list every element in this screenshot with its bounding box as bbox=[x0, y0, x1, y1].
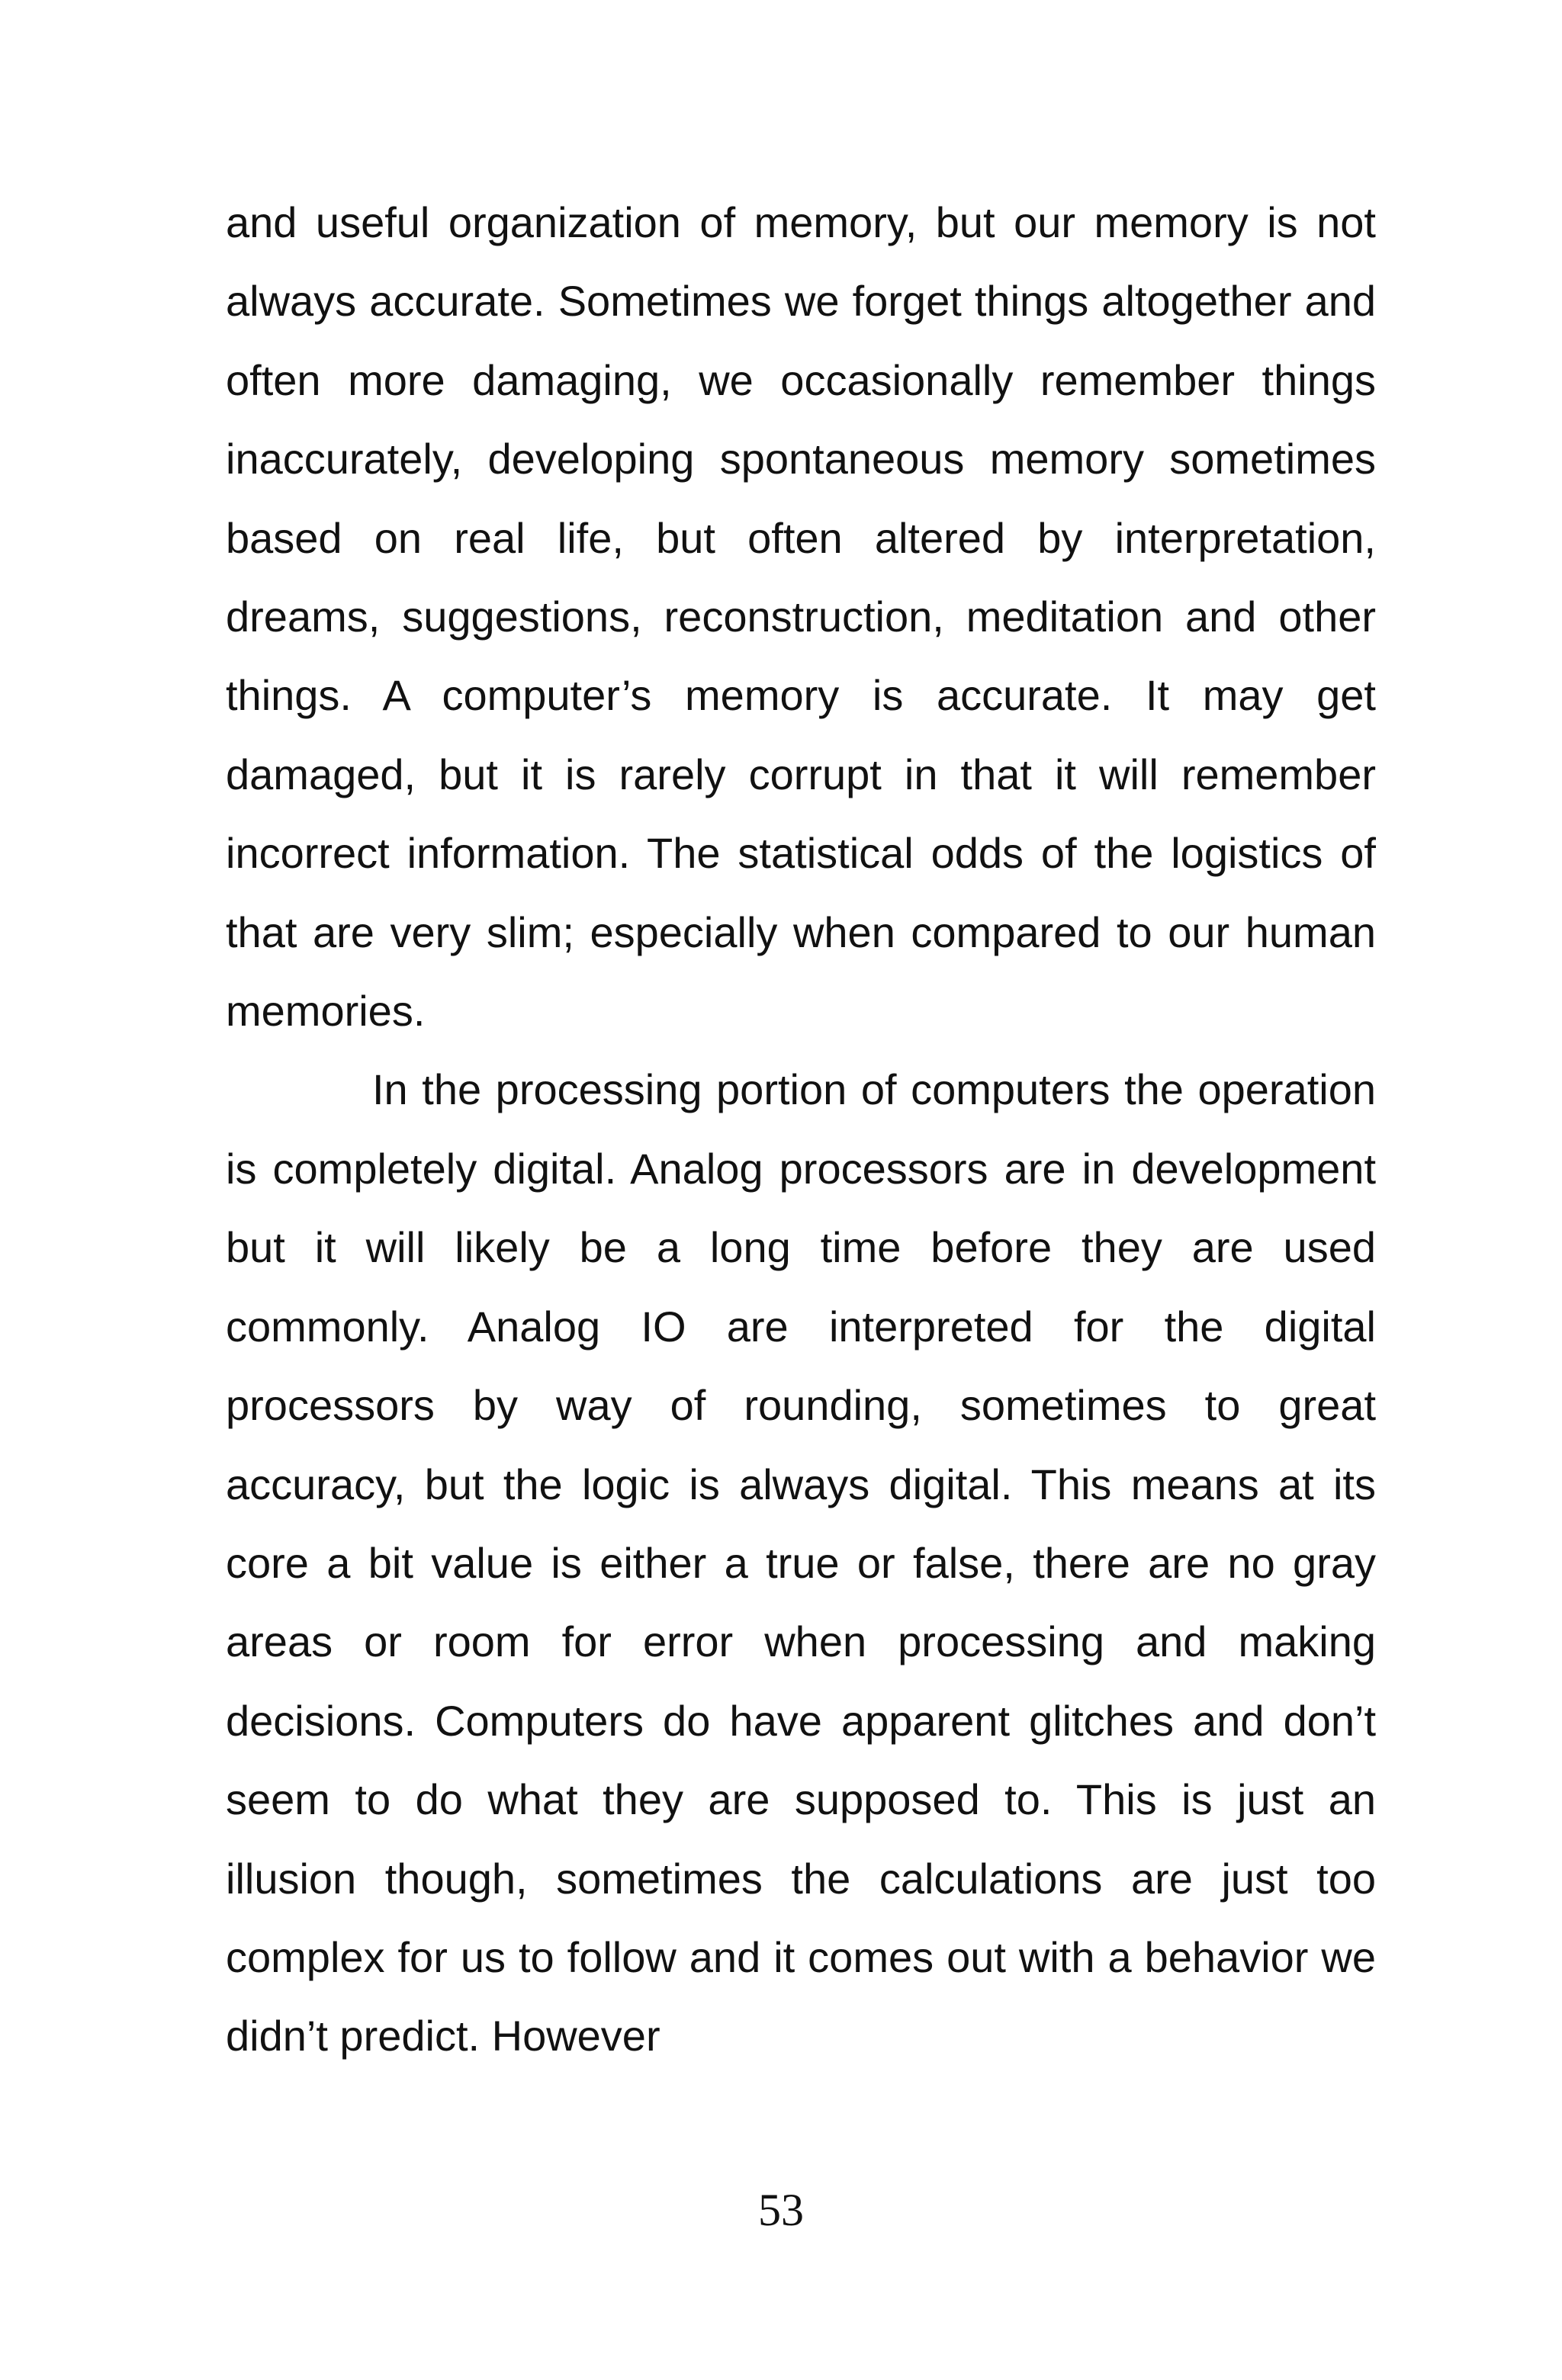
body-text bbox=[226, 183, 1376, 2076]
page-number: 53 bbox=[758, 2185, 804, 2235]
paragraph-processing: In the processing portion of computers the operation is completely digital. Analog processors are in development but it will likely be a long time before they are used commonly. Analog IO are interpreted for the digital processors by way of rounding, sometimes to great accuracy, but the logic is always digital. This means at its core a bit value is either a true or false, there are no gray areas or room for error when processing and making decisions. Computers do have apparent glitches and don’t seem to do what they are supposed to. This is just an illusion though, sometimes the calculations are just too complex for us to follow and it comes out with a behavior we didn’t predict. However bbox=[226, 1065, 1376, 2060]
paragraph-continued: and useful organization of memory, but our memory is not always accurate. Sometimes we forget things altogether and often more damaging, we occasionally remember things inaccurately, developing spontaneous memory sometimes based on real life, but often altered by interpretation, dreams, suggestions, reconstruction, meditation and other things. A computer’s memory is accurate. It may get damaged, but it is rarely corrupt in that it will remember incorrect information. The statistical odds of the logistics of that are very slim; especially when compared to our human memories. bbox=[226, 198, 1376, 1036]
